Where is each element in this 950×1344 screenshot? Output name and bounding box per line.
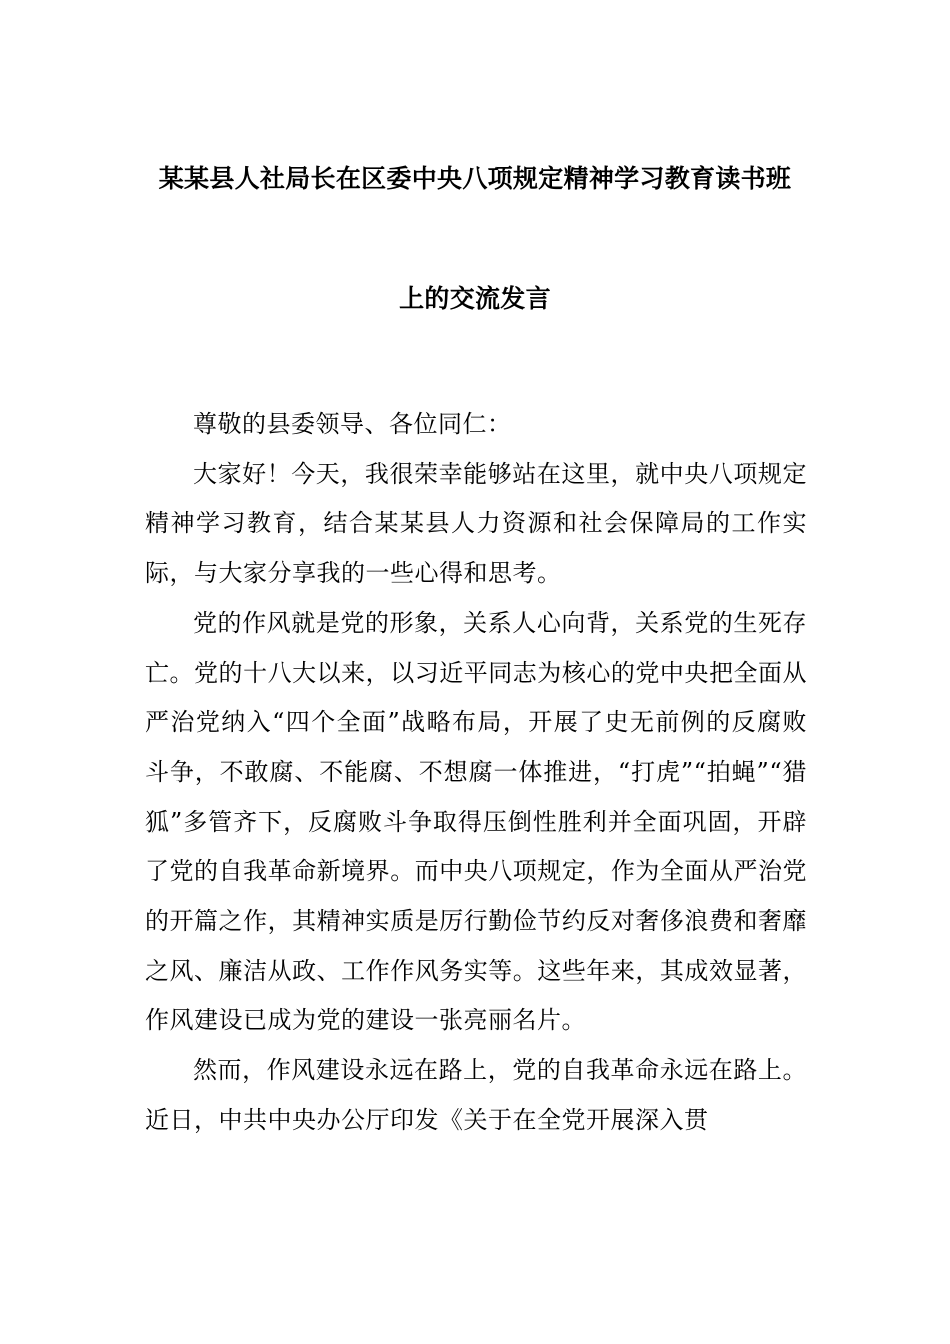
document-title-line-1: 某某县人社局长在区委中央八项规定精神学习教育读书班	[158, 164, 792, 193]
paragraph-1: 大家好！今天，我很荣幸能够站在这里，就中央八项规定精神学习教育，结合某某县人力资源和社会保障局的工作实际，与大家分享我的一些心得和思考。	[145, 459, 807, 588]
document-title-line-2: 上的交流发言	[399, 284, 551, 313]
paragraph-3: 然而，作风建设永远在路上，党的自我革命永远在路上。近日，中共中央办公厅印发《关于在全党开展深入贯	[145, 1056, 807, 1134]
document-body	[145, 400, 807, 1146]
salutation: 尊敬的县委领导、各位同仁：	[193, 410, 512, 438]
paragraph-2: 党的作风就是党的形象，关系人心向背，关系党的生死存亡。党的十八大以来，以习近平同志为核心的党中央把全面从严治党纳入“四个全面”战略布局，开展了史无前例的反腐败斗争，不敢腐、不能腐、不想腐一体推进，“打虎”“拍蝇”“猎狐”多管齐下，反腐败斗争取得压倒性胜利并全面巩固，开辟了党的自我革命新境界。而中央八项规定，作为全面从严治党的开篇之作，其精神实质是厉行勤俭节约反对奢侈浪费和奢靡之风、廉洁从政、工作作风务实等。这些年来，其成效显著，作风建设已成为党的建设一张亮丽名片。	[145, 608, 807, 1035]
